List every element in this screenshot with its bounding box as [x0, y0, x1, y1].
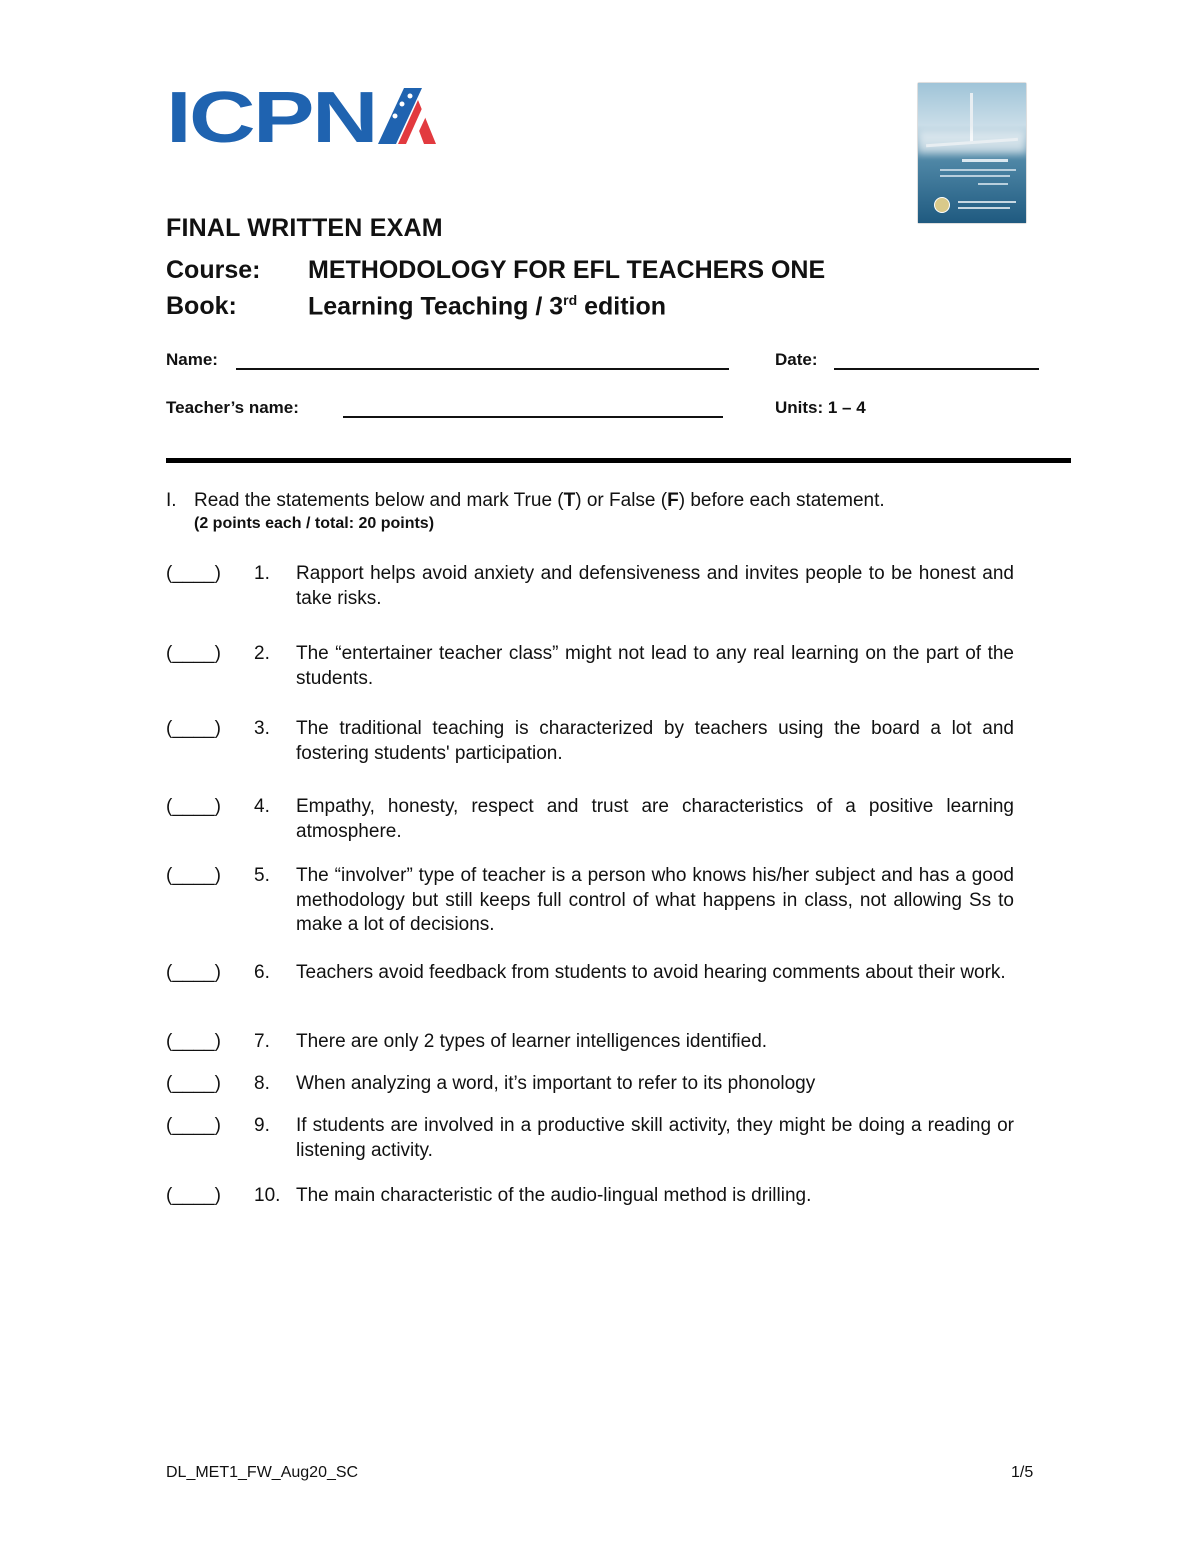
course-row [166, 256, 825, 285]
date-field[interactable] [834, 368, 1039, 370]
teacher-name-label: Teacher’s name: [166, 398, 299, 417]
question-text: The traditional teaching is characterized by teachers using the board a lot and fostering students' participation. [296, 718, 1014, 764]
question-item [166, 864, 1026, 938]
question-number: 10. [254, 1185, 281, 1206]
answer-blank[interactable]: (____) [166, 1073, 221, 1094]
question-item [166, 562, 1026, 611]
question-number: 3. [254, 718, 270, 739]
answer-blank[interactable]: (____) [166, 962, 221, 983]
question-text: The main characteristic of the audio-lingual method is drilling. [296, 1185, 812, 1206]
book-edition-sup: rd [563, 292, 578, 308]
footer-page-number: 1/5 [1011, 1464, 1034, 1481]
question-text: Empathy, honesty, respect and trust are characteristics of a positive learning atmosphere. [296, 796, 1014, 842]
flag-a-mark [378, 88, 436, 144]
units-label: Units: 1 – 4 [775, 398, 866, 417]
points-note: (2 points each / total: 20 points) [194, 515, 435, 532]
question-text: When analyzing a word, it’s important to refer to its phonology [296, 1073, 816, 1094]
section-numeral: I. [166, 490, 177, 511]
question-item [166, 717, 1026, 766]
question-item [166, 1072, 1026, 1097]
question-item [166, 961, 1026, 986]
question-text: Rapport helps avoid anxiety and defensiveness and invites people to be honest and take risks. [296, 563, 1014, 609]
question-item [166, 1030, 1026, 1055]
header-divider [166, 458, 1071, 463]
question-text: The “entertainer teacher class” might not lead to any real learning on the part of the students. [296, 643, 1014, 689]
question-number: 9. [254, 1115, 270, 1136]
question-text: There are only 2 types of learner intelligences identified. [296, 1031, 768, 1052]
question-item [166, 1114, 1026, 1163]
answer-blank[interactable]: (____) [166, 796, 221, 817]
instruction-text-1: Read the statements below and mark True ( [194, 490, 564, 511]
question-number: 7. [254, 1031, 270, 1052]
answer-blank[interactable]: (____) [166, 1185, 221, 1206]
date-label: Date: [775, 350, 818, 369]
question-item [166, 642, 1026, 691]
section-instruction [166, 490, 885, 512]
answer-blank[interactable]: (____) [166, 643, 221, 664]
question-item [166, 795, 1026, 844]
footer-document-code: DL_MET1_FW_Aug20_SC [166, 1464, 359, 1481]
instruction-text-2: ) or False ( [575, 490, 668, 511]
question-number: 1. [254, 563, 270, 584]
answer-blank[interactable]: (____) [166, 563, 221, 584]
question-number: 2. [254, 643, 270, 664]
course-label: Course: [166, 256, 261, 284]
question-text: The “involver” type of teacher is a person who knows his/her subject and has a good methodology but still keeps full control of what happens in class, not allowing Ss to make a lot of decisions. [296, 865, 1014, 935]
question-text: Teachers avoid feedback from students to avoid hearing comments about their work. [296, 962, 1006, 983]
book-label: Book: [166, 292, 237, 321]
icpna-logo [166, 82, 436, 148]
answer-blank[interactable]: (____) [166, 865, 221, 886]
name-field[interactable] [236, 368, 729, 370]
book-cover-image [918, 83, 1026, 223]
book-suffix: edition [577, 292, 667, 321]
teacher-name-field[interactable] [343, 416, 723, 418]
book-row [166, 292, 666, 321]
question-item [166, 1184, 1026, 1209]
exam-title: FINAL WRITTEN EXAM [166, 214, 443, 242]
question-number: 4. [254, 796, 270, 817]
false-letter: F [667, 490, 679, 511]
answer-blank[interactable]: (____) [166, 1115, 221, 1136]
course-value: METHODOLOGY FOR EFL TEACHERS ONE [308, 256, 826, 284]
question-number: 5. [254, 865, 270, 886]
question-number: 8. [254, 1073, 270, 1094]
answer-blank[interactable]: (____) [166, 718, 221, 739]
question-text: If students are involved in a productive skill activity, they might be doing a reading or listening activity. [296, 1115, 1014, 1161]
book-value: Learning Teaching / 3 [308, 292, 564, 321]
instruction-text-3: ) before each statement. [678, 490, 885, 511]
answer-blank[interactable]: (____) [166, 1031, 221, 1052]
name-label: Name: [166, 350, 218, 369]
question-number: 6. [254, 962, 270, 983]
true-letter: T [563, 490, 576, 511]
svg-text:ICPN: ICPN [166, 82, 376, 148]
